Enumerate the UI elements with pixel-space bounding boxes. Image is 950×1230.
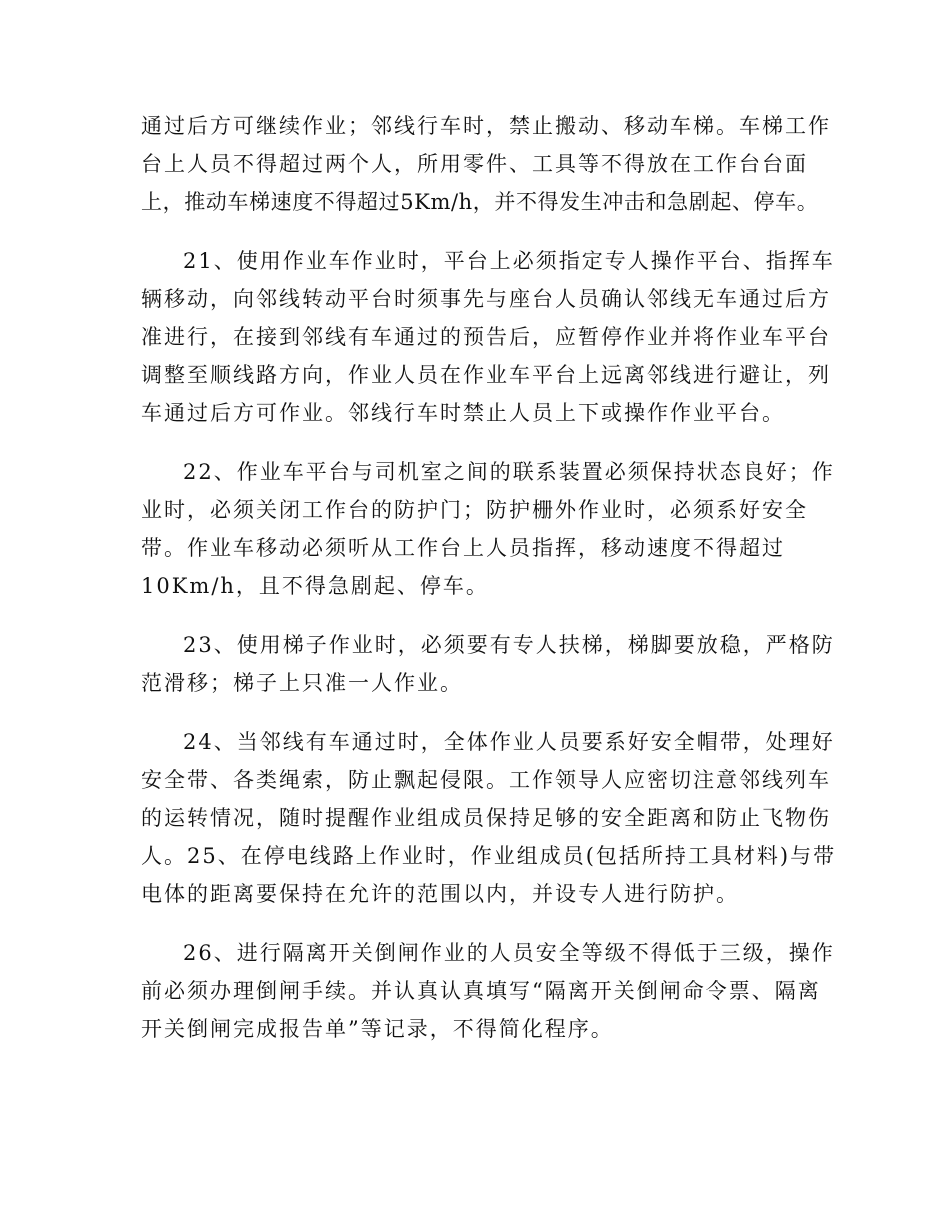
- paragraph-20-continued: [141, 107, 831, 221]
- text-line: 车通过后方可作业。邻线行车时禁止人员上下或操作作业平台。: [141, 401, 785, 425]
- text-line: 人。25、在停电线路上作业时，作业组成员(包括所持工具材料)与带: [141, 844, 837, 868]
- paragraph-21: [141, 242, 835, 432]
- text-line: 调整至顺线路方向，作业人员在作业车平台上远离邻线进行避让，列: [141, 363, 831, 387]
- text-line: 辆移动，向邻线转动平台时须事先与座台人员确认邻线无车通过后方: [141, 287, 831, 311]
- text-line: 10Km/h，且不得急剧起、停车。: [141, 574, 489, 598]
- paragraph-23: [141, 626, 835, 702]
- text-line: 安全带、各类绳索，防止飘起侵限。工作领导人应密切注意邻线列车: [141, 768, 831, 792]
- paragraph-22: [141, 453, 835, 605]
- text-line: 22、作业车平台与司机室之间的联系装置必须保持状态良好；作: [183, 460, 835, 484]
- text-line: 26、进行隔离开关倒闸作业的人员安全等级不得低于三级，操作: [183, 941, 835, 965]
- text-line: 通过后方可继续作业；邻线行车时，禁止搬动、移动车梯。车梯工作: [141, 114, 831, 138]
- text-line: 准进行，在接到邻线有车通过的预告后，应暂停作业并将作业车平台: [141, 325, 831, 349]
- text-line: 开关倒闸完成报告单”等记录，不得简化程序。: [141, 1017, 614, 1041]
- text-line: 范滑移；梯子上只准一人作业。: [141, 671, 463, 695]
- paragraph-26: [141, 934, 835, 1048]
- text-line: 23、使用梯子作业时，必须要有专人扶梯，梯脚要放稳，严格防: [183, 633, 835, 657]
- text-line: 带。作业车移动必须听从工作台上人员指挥，移动速度不得超过: [141, 536, 785, 560]
- text-line: 24、当邻线有车通过时，全体作业人员要系好安全帽带，处理好: [183, 730, 835, 754]
- paragraph-24-25: [141, 723, 837, 913]
- text-line: 21、使用作业车作业时，平台上必须指定专人操作平台、指挥车: [183, 249, 835, 273]
- document-body: [141, 107, 837, 1048]
- text-line: 上，推动车梯速度不得超过5Km/h，并不得发生冲击和急剧起、停车。: [141, 190, 819, 214]
- text-line: 台上人员不得超过两个人，所用零件、工具等不得放在工作台台面: [141, 152, 808, 176]
- text-line: 业时，必须关闭工作台的防护门；防护栅外作业时，必须系好安全: [141, 498, 808, 522]
- text-line: 前必须办理倒闸手续。并认真认真填写“隔离开关倒闸命令票、隔离: [141, 979, 821, 1003]
- text-line: 电体的距离要保持在允许的范围以内，并设专人进行防护。: [141, 882, 739, 906]
- text-line: 的运转情况，随时提醒作业组成员保持足够的安全距离和防止飞物伤: [141, 806, 831, 830]
